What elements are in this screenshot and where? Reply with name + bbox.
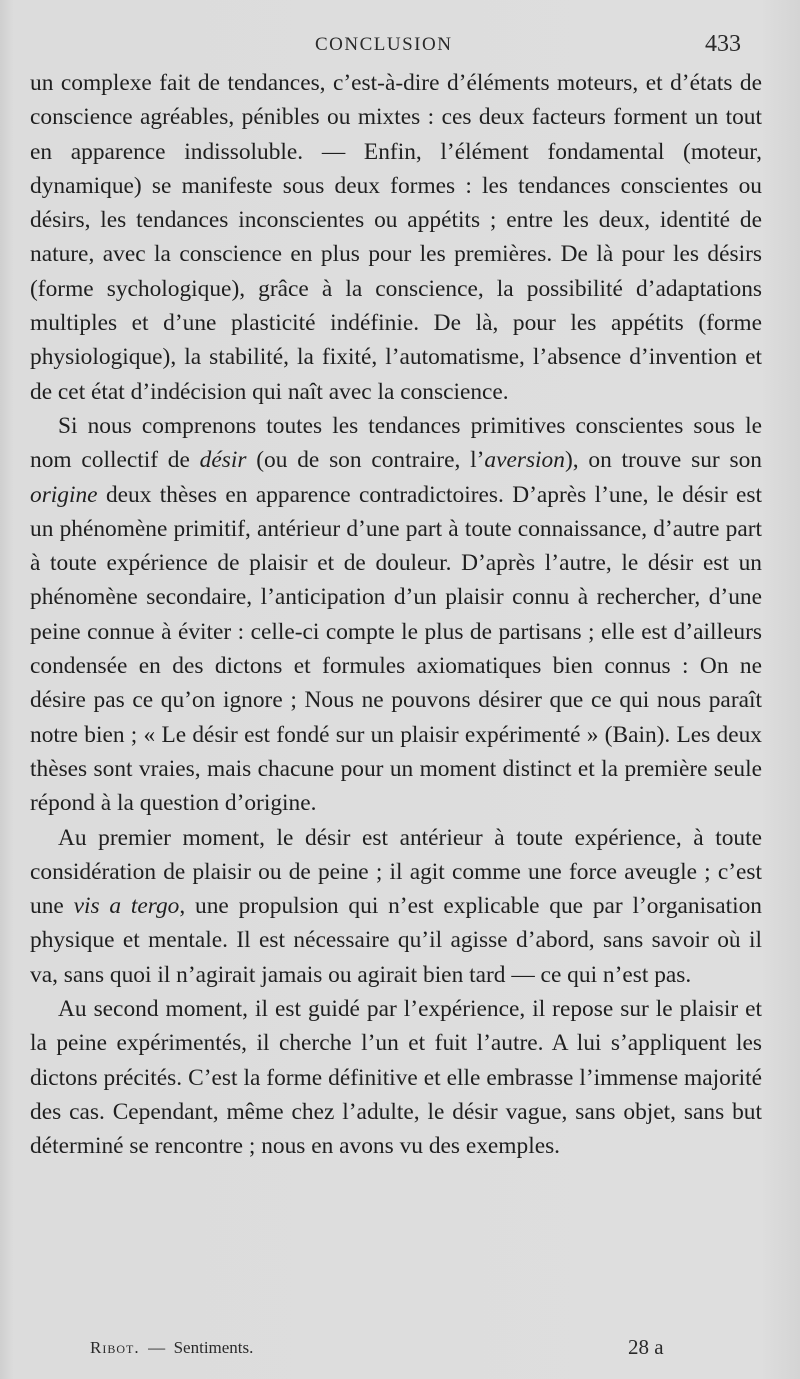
paragraph-2-text-c: ), on trouve sur son xyxy=(564,447,762,474)
footer-author: Ribot. xyxy=(90,1338,140,1357)
signature-line xyxy=(90,1338,253,1358)
footer-separator: — xyxy=(148,1338,166,1357)
paragraph-4: Au second moment, il est guidé par l’expérience, il repose sur le plaisir et la peine expérimentés, il cherche l’un et fuit l’autre. A lui s’appliquent les dictons précités. C’est la forme définitive et elle embrasse l’immense majorité des cas. Cependant, même chez l’adulte, le désir vague, sans objet, sans but déterminé se rencontre ; nous en avons vu des exemples. xyxy=(30,996,762,1160)
running-title: CONCLUSION xyxy=(315,34,453,55)
footer-short-title: Sentiments. xyxy=(173,1338,254,1357)
paragraph-2-text-d: deux thèses en apparence contradictoires. D’après l’une, le désir est un phénomène primitif, antérieur d’une part à toute connaissance, d’autre part à toute expérience de plaisir et de douleur. D’après l’autre, le désir est un phénomène secondaire, l’anticipation d’un plaisir connu à rechercher, d’une peine connue à éviter : celle-ci compte le plus de partisans ; elle est d’ailleurs condensée en des dictons et formules axiomatiques bien connus : On ne désire pas ce qu’on ignore ; Nous ne pouvons désirer que ce qui nous paraît notre bien ; « Le désir est fondé sur un plaisir expérimenté » (Bain). Les deux thèses sont vraies, mais chacune pour un moment distinct et la première seule répond à la question d’origine. xyxy=(30,481,762,817)
page-number: 433 xyxy=(705,31,741,57)
term-vis-a-tergo: vis a tergo xyxy=(73,893,180,920)
paragraph-1: un complexe fait de tendances, c’est-à-dire d’éléments moteurs, et d’états de conscience agréables, pénibles ou mixtes : ces deux facteurs forment un tout en apparence indissoluble. — Enfin, l’élément fondamental (moteur, dynamique) se manifeste sous deux formes : les tendances conscientes ou désirs, les tendances inconscientes ou appétits ; entre les deux, identité de nature, avec la conscience en plus pour les premières. De là pour les désirs (forme sychologique), grâce à la conscience, la possibilité d’adaptations multiples et d’une plasticité indéfinie. De là, pour les appétits (forme physiologique), la stabilité, la fixité, l’automatisme, l’absence d’invention et de cet état d’indécision qui naît avec la conscience. xyxy=(30,70,762,405)
term-aversion: aversion xyxy=(484,447,565,474)
body-text xyxy=(30,66,762,1164)
paragraph-2-text-b: (ou de son contraire, l’ xyxy=(246,447,485,474)
paragraph-3-text-b: , une propulsion qui n’est explicable que par l’organisation physique et mentale. Il est nécessaire qu’il agisse d’abord, sans savoir où il va, sans quoi il n’agirait jamais ou agirait bien tard — ce qui n’est pas. xyxy=(30,893,763,988)
term-origine: origine xyxy=(30,481,98,508)
paragraph-2-text-a: Si nous comprenons toutes les tendances primitives conscientes sous le nom collectif de xyxy=(30,412,762,474)
paragraph-3 xyxy=(30,821,762,992)
running-head xyxy=(0,31,800,64)
page-footer xyxy=(0,1335,800,1368)
term-desir: désir xyxy=(199,447,247,474)
sheet-mark: 28 a xyxy=(628,1335,664,1359)
paragraph-3-text-a: Au premier moment, le désir est antérieur à toute expérience, à toute considération de plaisir ou de peine ; il agit comme une force aveugle ; c’est une xyxy=(30,824,762,920)
paragraph-2 xyxy=(30,409,762,821)
